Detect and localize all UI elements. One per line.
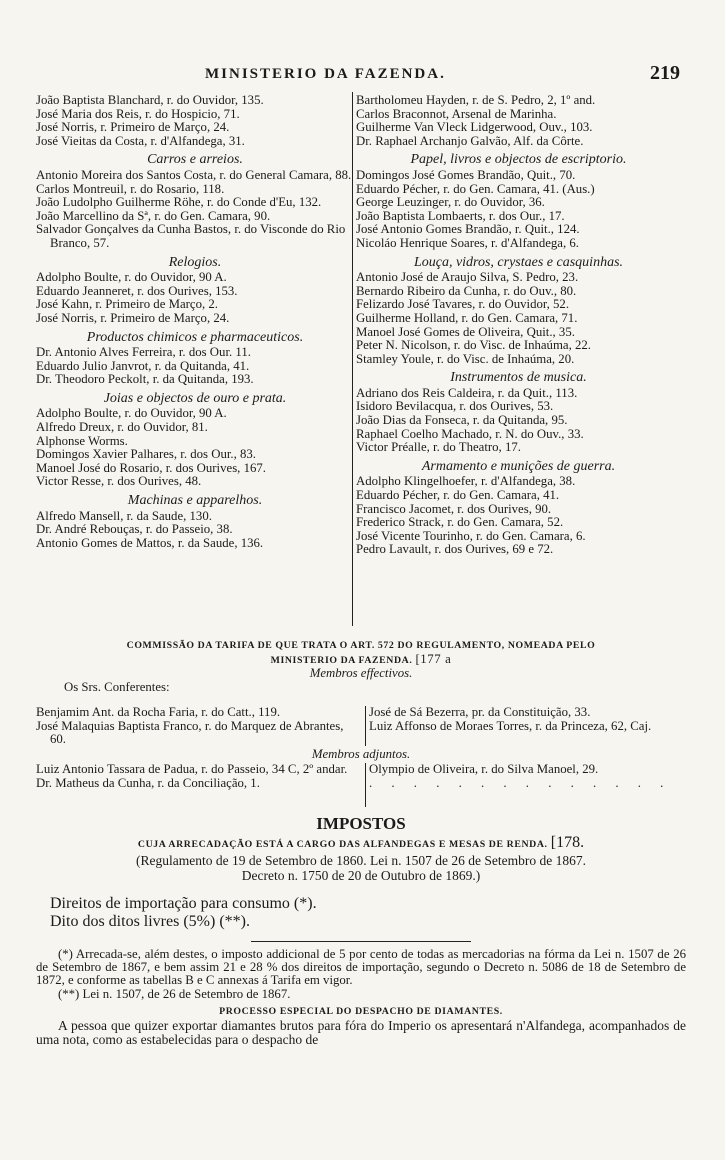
list-item: Francisco Jacomet, r. dos Ourives, 90. [356, 501, 552, 516]
section-heading: Machinas e apparelhos. [127, 493, 263, 509]
list-item: José Maria dos Reis, r. do Hospicio, 71. [36, 106, 240, 121]
list-item: Nicoláo Henrique Soares, r. d'Alfandega, 6. [356, 235, 579, 250]
list-item: Dr. Matheus da Cunha, r. da Conciliação, 1. [36, 775, 260, 790]
commission-ref: [177 a [415, 651, 452, 666]
list-item: Olympio de Oliveira, r. do Silva Manoel, 29. [369, 762, 599, 776]
list-item: José Norris, r. Primeiro de Março, 24. [36, 120, 230, 135]
list-item: Salvador Gonçalves da Cunha Bastos, r. do Visconde do Rio Branco, 57. [36, 222, 346, 250]
list-item: Dr. Raphael Archanjo Galvão, Alf. da Côrte. [356, 133, 584, 148]
list-item: Eduardo Julio Janvrot, r. da Quitanda, 41. [36, 358, 250, 373]
list-item: José Kahn, r. Primeiro de Março, 2. [36, 297, 218, 312]
impostos-subtitle: CUJA ARRECADAÇÃO ESTÁ A CARGO DAS ALFANDEGAS E MESAS DE RENDA. [137, 839, 548, 850]
column-divider [365, 706, 366, 746]
process-text: A pessoa que quizer exportar diamantes brutos para fóra do Imperio os apresentará n'Alfandega, acompanhados de uma nota, como as estabelecidas para o despacho de [36, 1017, 686, 1048]
list-item: Manoel José Gomes de Oliveira, Quit., 35. [356, 324, 575, 339]
regulation-line1: (Regulamento de 19 de Setembro de 1860. Lei n. 1507 de 26 de Setembro de 1867. [136, 852, 586, 868]
list-item: Guilherme Holland, r. do Gen. Camara, 71. [356, 310, 578, 325]
list-item: Eduardo Jeanneret, r. dos Ourives, 153. [36, 283, 238, 298]
section-heading: Relogios. [168, 254, 222, 270]
list-item: Frederico Strack, r. do Gen. Camara, 52. [356, 515, 564, 530]
page-header [40, 62, 680, 86]
list-item: Alphonse Worms. [36, 433, 128, 448]
list-item: Adolpho Klingelhoefer, r. d'Alfandega, 38. [356, 474, 576, 489]
list-item: Adolpho Boulte, r. do Ouvidor, 90 A. [36, 406, 227, 421]
list-item: José Antonio Gomes Brandão, r. Quit., 124. [356, 222, 580, 237]
list-item: Victor Resse, r. dos Ourives, 48. [36, 474, 202, 489]
list-item: João Marcellino da Sª, r. do Gen. Camara, 90. [36, 208, 271, 223]
footnote-1: (*) Arrecada-se, além destes, o imposto addicional de 5 por cento de todas as mercadorias na fórma da Lei n. 1507 de 26 de Setembro de 1867, e bem assim 21 e 28 % dos direitos de importação, segundo o Decreto n. 5086 de 18 de Setembro de 1872, e conforme as tabellas B e C annexas á Tarifa em vigor. [36, 946, 686, 988]
list-item: José Vieitas da Costa, r. d'Alfandega, 31. [36, 133, 245, 148]
commission-heading-line1: COMMISSÃO DA TARIFA DE QUE TRATA O ART. 572 DO REGULAMENTO, NOMEADA PELO [126, 640, 596, 651]
list-item: Adolpho Boulte, r. do Ouvidor, 90 A. [36, 270, 227, 285]
list-item: Guilherme Van Vleck Lidgerwood, Ouv., 103. [356, 120, 593, 135]
list-item: Isidoro Bevilacqua, r. dos Ourives, 53. [356, 399, 554, 414]
section-heading: Papel, livros e objectos de escriptorio. [410, 152, 627, 168]
conferentes-label: Os Srs. Conferentes: [64, 679, 170, 694]
list-item: Alfredo Dreux, r. do Ouvidor, 81. [36, 420, 208, 435]
section-heading: Productos chimicos e pharmaceuticos. [86, 329, 304, 345]
separator-rule [251, 941, 471, 942]
list-item: Dr. Theodoro Peckolt, r. da Quitanda, 193. [36, 372, 254, 387]
left-column [36, 94, 354, 550]
list-item: José Malaquias Baptista Franco, r. do Marquez de Abrantes, 60. [36, 718, 344, 747]
list-item: Domingos Xavier Palhares, r. dos Our., 83. [36, 447, 257, 462]
effective-left [36, 706, 362, 747]
list-item: Peter N. Nicolson, r. do Visc. de Inhaúma, 22. [356, 338, 591, 353]
list-item: Antonio José de Araujo Silva, S. Pedro, 23. [356, 270, 579, 285]
list-item: Dr. André Rebouças, r. do Passeio, 38. [36, 522, 233, 537]
effective-right [369, 706, 687, 733]
list-item: Manoel José do Rosario, r. dos Ourives, 167. [36, 460, 266, 475]
section-heading: Louça, vidros, crystaes e casquinhas. [413, 254, 624, 270]
list-item: Alfredo Mansell, r. da Saude, 130. [36, 508, 212, 523]
process-heading: PROCESSO ESPECIAL DO DESPACHO DE DIAMANTES. [219, 1006, 503, 1018]
list-item: Luiz Antonio Tassara de Padua, r. do Passeio, 34 C, 2º andar. [36, 762, 348, 776]
list-item: Bartholomeu Hayden, r. de S. Pedro, 2, 1º and. [356, 93, 596, 107]
list-item: Domingos José Gomes Brandão, Quit., 70. [356, 167, 576, 182]
list-item: Stamley Youle, r. do Visc. de Inhaúma, 20. [356, 351, 575, 366]
impostos-title: IMPOSTOS [316, 814, 406, 833]
list-item: Bernardo Ribeiro da Cunha, r. do Ouv., 80. [356, 283, 577, 298]
column-divider [365, 763, 366, 807]
list-item: Antonio Moreira dos Santos Costa, r. do General Camara, 88. [36, 167, 352, 182]
list-item: José Norris, r. Primeiro de Março, 24. [36, 310, 230, 325]
impostos-subtitle-row [36, 836, 686, 852]
list-item: José Vicente Tourinho, r. do Gen. Camara, 6. [356, 528, 586, 543]
right-column [356, 94, 681, 557]
duty-free: Dito dos ditos livres (5%) (**). [50, 912, 250, 930]
list-item: Pedro Lavault, r. dos Ourives, 69 e 72. [356, 542, 554, 557]
page-number: 219 [650, 62, 680, 84]
list-item: Benjamim Ant. da Rocha Faria, r. do Catt., 119. [36, 705, 281, 719]
list-item: João Ludolpho Guilherme Röhe, r. do Conde d'Eu, 132. [36, 195, 322, 210]
list-item: Antonio Gomes de Mattos, r. da Saude, 136. [36, 535, 264, 550]
section-heading: Armamento e munições de guerra. [421, 458, 616, 474]
section-heading: Instrumentos de musica. [450, 370, 587, 386]
list-item: João Baptista Blanchard, r. do Ouvidor, 135. [36, 93, 264, 107]
impostos-ref: [178. [550, 834, 585, 851]
adjunct-right [369, 763, 687, 790]
dotted-placeholder: . . . . . . . . . . . . . . [369, 775, 672, 790]
list-item: João Dias da Fonseca, r. da Quitanda, 95. [356, 413, 568, 428]
members-effective-label: Membros effectivos. [309, 666, 413, 681]
list-item: Adriano dos Reis Caldeira, r. da Quit., 113. [356, 385, 578, 400]
footnote-2: (**) Lei n. 1507, de 26 de Setembro de 1867. [58, 986, 291, 1001]
list-item: Luiz Affonso de Moraes Torres, r. da Princeza, 62, Caj. [369, 718, 652, 733]
members-adjunct-label: Membros adjuntos. [311, 747, 411, 761]
regulation-line2: Decreto n. 1750 de 20 de Outubro de 1869.) [241, 867, 481, 883]
column-divider [352, 92, 353, 626]
commission-heading [36, 639, 686, 694]
duty-import: Direitos de importação para consumo (*). [50, 894, 317, 912]
list-item: Eduardo Pécher, r. do Gen. Camara, 41. (Aus.) [356, 181, 595, 196]
list-item: Carlos Montreuil, r. do Rosario, 118. [36, 181, 225, 196]
list-item: George Leuzinger, r. do Ouvidor, 36. [356, 195, 545, 210]
section-heading: Carros e arreios. [147, 152, 243, 168]
list-item: Dr. Antonio Alves Ferreira, r. dos Our. 11. [36, 345, 251, 360]
list-item: Felizardo José Tavares, r. do Ouvidor, 52. [356, 297, 570, 312]
list-item: Raphael Coelho Machado, r. N. do Ouv., 33. [356, 426, 584, 441]
list-item: João Baptista Lombaerts, r. dos Our., 17. [356, 208, 565, 223]
commission-heading-line2: MINISTERIO DA FAZENDA. [177 a [270, 651, 452, 666]
section-heading: Joias e objectos de ouro e prata. [103, 390, 287, 406]
impostos-section [36, 814, 686, 1048]
members-adjunct-label-row [36, 748, 686, 762]
running-title: MINISTERIO DA FAZENDA. [205, 66, 446, 82]
adjunct-left [36, 763, 362, 790]
list-item: José de Sá Bezerra, pr. da Constituição, 33. [369, 705, 591, 719]
list-item: Carlos Braconnot, Arsenal de Marinha. [356, 106, 557, 121]
list-item: Victor Préalle, r. do Theatro, 17. [356, 440, 521, 455]
list-item: Eduardo Pécher, r. do Gen. Camara, 41. [356, 488, 560, 503]
